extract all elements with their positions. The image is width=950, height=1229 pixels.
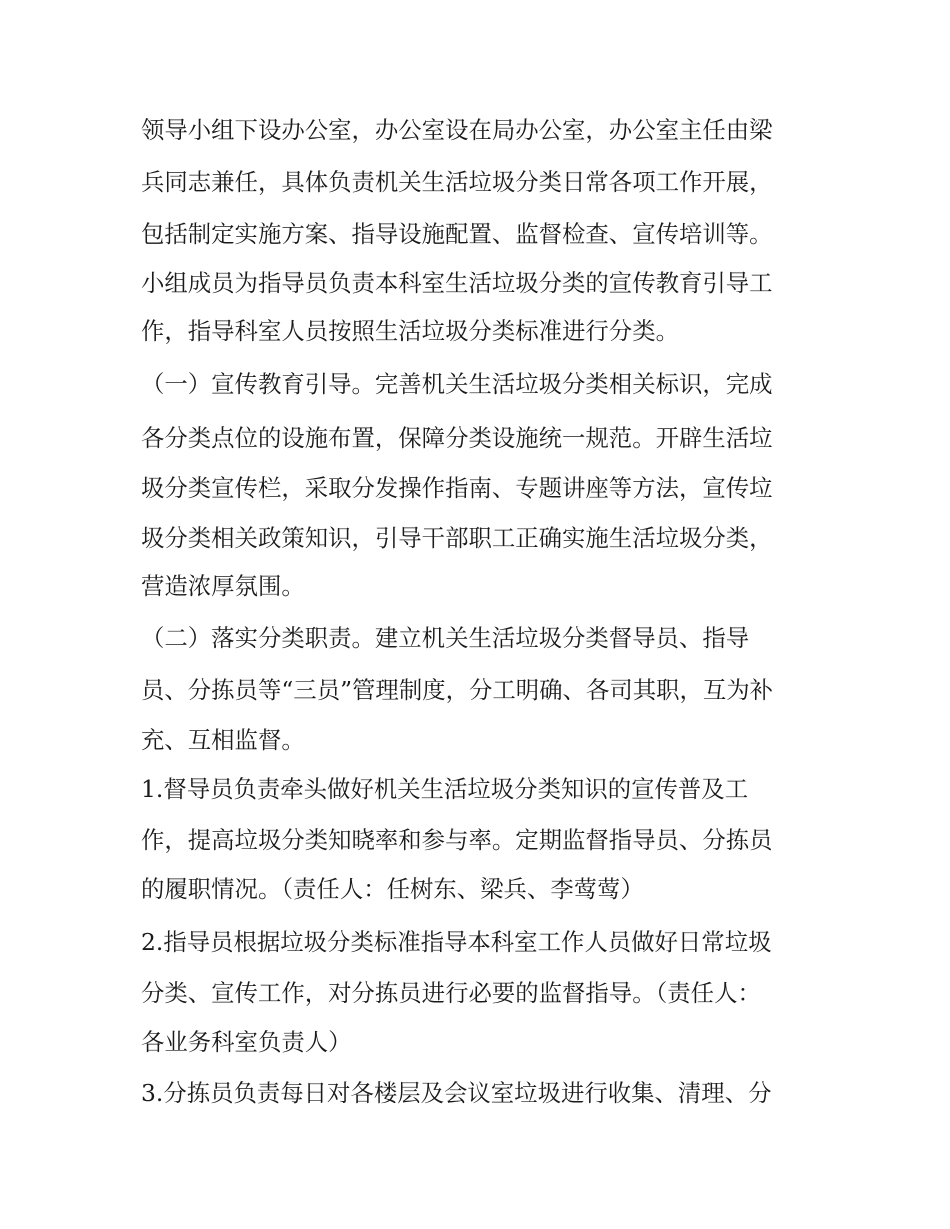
text-line: 包括制定实施方案、指导设施配置、监督检查、宣传培训等。 <box>141 220 773 248</box>
text-line: 各业务科室负责人） <box>141 1028 352 1056</box>
text-line: 圾分类相关政策知识，引导干部职工正确实施生活垃圾分类， <box>141 524 773 552</box>
text-line: 各分类点位的设施布置，保障分类设施统一规范。开辟生活垃 <box>141 424 773 452</box>
text-line: 圾分类宣传栏，采取分发操作指南、专题讲座等方法，宣传垃 <box>141 474 773 502</box>
section-heading-line: （二）落实分类职责。建立机关生活垃圾分类督导员、指导 <box>141 624 750 652</box>
text-line: 分类、宣传工作，对分拣员进行必要的监督指导。（责任人： <box>141 979 761 1007</box>
text-line: 的履职情况。（责任人：任树东、梁兵、李莺莺） <box>141 875 644 903</box>
list-item-line: 2.指导员根据垃圾分类标准指导本科室工作人员做好日常垃圾 <box>141 928 772 956</box>
text-line: 营造浓厚氛围。 <box>141 572 305 600</box>
list-item-line: 1.督导员负责牵头做好机关生活垃圾分类知识的宣传普及工 <box>141 775 749 803</box>
text-line: 小组成员为指导员负责本科室生活垃圾分类的宣传教育引导工 <box>141 269 773 297</box>
list-item-line: 3.分拣员负责每日对各楼层及会议室垃圾进行收集、清理、分 <box>141 1079 772 1107</box>
text-line: 领导小组下设办公室，办公室设在局办公室，办公室主任由梁 <box>141 116 773 144</box>
section-heading-line: （一）宣传教育引导。完善机关生活垃圾分类相关标识，完成 <box>141 370 773 398</box>
text-line: 作，指导科室人员按照生活垃圾分类标准进行分类。 <box>141 317 679 345</box>
text-line: 员、分拣员等“三员”管理制度，分工明确、各司其职，互为补 <box>141 676 774 704</box>
text-line: 充、互相监督。 <box>141 726 305 754</box>
text-line: 兵同志兼任，具体负责机关生活垃圾分类日常各项工作开展， <box>141 168 773 196</box>
text-line: 作，提高垃圾分类知晓率和参与率。定期监督指导员、分拣员 <box>141 826 773 854</box>
